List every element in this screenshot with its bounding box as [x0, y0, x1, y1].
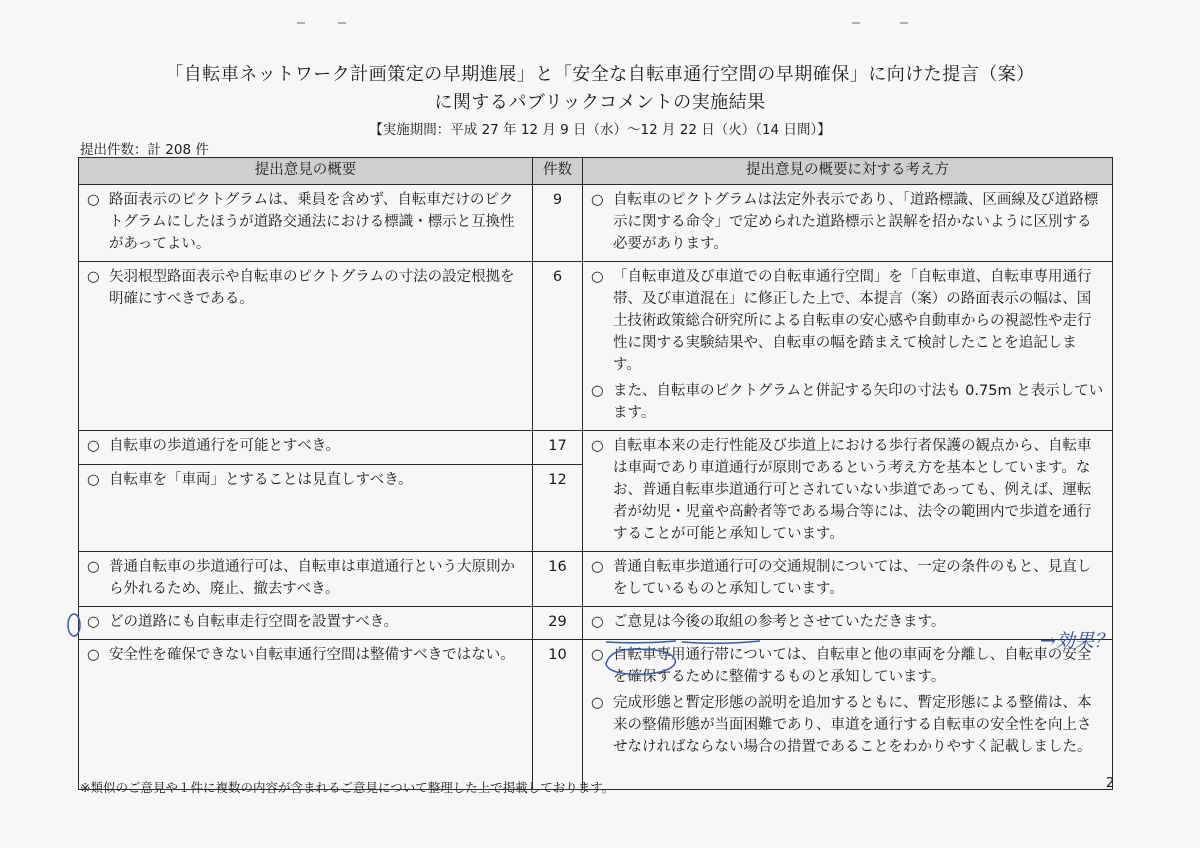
summary-cell	[79, 464, 533, 551]
table-row	[79, 431, 1113, 465]
response-text: 完成形態と暫定形態の説明を追加するともに、暫定形態による整備は、本来の整備形態が当面困難であり、車道を通行する自転車の安全性を向上させなければならない場合の措置であることをわかりやすく記載しました。	[613, 695, 1092, 755]
summary-cell	[79, 262, 533, 431]
bullet-circle-icon: ○	[591, 269, 604, 285]
count-cell: 12	[533, 464, 583, 551]
table-row	[79, 607, 1113, 640]
summary-text: 矢羽根型路面表示や自転車のピクトグラムの寸法の設定根拠を明確にすべきである。	[109, 269, 515, 307]
scan-mark	[900, 22, 908, 24]
summary-cell	[79, 431, 533, 465]
count-cell: 29	[533, 607, 583, 640]
summary-text: 自転車の歩道通行を可能とすべき。	[109, 438, 341, 454]
bullet-circle-icon: ○	[87, 192, 100, 208]
response-text: また、自転車のピクトグラムと併記する矢印の寸法も 0.75m と表示しています。	[613, 383, 1104, 421]
scan-mark	[297, 22, 305, 24]
response-text: 「自転車道及び車道での自転車通行空間」を「自転車道、自転車専用通行帯、及び車道混在」に修正した上で、本提言（案）の路面表示の幅は、国土技術政策総合研究所による自転車の安心感や自動車からの視認性や走行性に関する実験結果や、自転車の幅を踏まえて検討したことを追記します。	[613, 269, 1092, 373]
bullet-circle-icon: ○	[591, 614, 604, 630]
header-summary: 提出意見の概要	[79, 158, 533, 185]
count-cell: 9	[533, 185, 583, 262]
bullet-circle-icon: ○	[87, 614, 100, 630]
document-title-line-2: に関するパブリックコメントの実施結果	[434, 92, 766, 113]
implementation-period: 【実施期間：平成 27 年 12 月 9 日（水）～12 月 22 日（火）（14 日間）】	[369, 122, 831, 138]
summary-text: 自転車を「車両」とすることは見直しすべき。	[109, 471, 413, 488]
table-header-row	[79, 158, 1113, 185]
bullet-circle-icon: ○	[591, 647, 604, 663]
table-row	[79, 185, 1113, 262]
summary-cell	[79, 185, 533, 262]
document-title-line-1: 「自転車ネットワーク計画策定の早期進展」と「安全な自転車通行空間の早期確保」に向けた提言（案）	[165, 64, 1035, 85]
bullet-circle-icon: ○	[87, 559, 100, 575]
table-row	[79, 552, 1113, 607]
summary-cell	[79, 640, 533, 790]
count-cell: 6	[533, 262, 583, 431]
scan-mark	[852, 22, 860, 24]
response-text: 普通自転車歩道通行可の交通規制については、一定の条件のもと、見直しをしているものと承知しています。	[613, 559, 1092, 597]
response-text: 自転車専用通行帯については、自転車と他の車両を分離し、自転車の安全を確保するために整備するものと承知しています。	[613, 647, 1092, 685]
response-cell	[583, 607, 1113, 640]
response-cell	[583, 431, 1113, 552]
summary-text: どの道路にも自転車走行空間を設置すべき。	[109, 614, 399, 630]
summary-text: 路面表示のピクトグラムは、乗員を含めず、自転車だけのピクトグラムにしたほうが道路交通法における標識・標示と互換性があってよい。	[109, 192, 515, 252]
footnote: ※類似のご意見や１件に複数の内容が含まれるご意見について整理した上で掲載しております。	[80, 780, 615, 795]
bullet-circle-icon: ○	[87, 471, 100, 488]
response-text: 自転車のピクトグラムは法定外表示であり、「道路標識、区画線及び道路標示に関する命令」で定められた道路標示と誤解を招かないように区別する必要があります。	[613, 192, 1099, 252]
bullet-circle-icon: ○	[591, 438, 604, 454]
summary-cell	[79, 607, 533, 640]
response-cell	[583, 640, 1113, 790]
response-cell	[583, 552, 1113, 607]
header-response: 提出意見の概要に対する考え方	[583, 158, 1113, 185]
table-row	[79, 640, 1113, 790]
count-cell: 10	[533, 640, 583, 790]
count-cell: 17	[533, 431, 583, 465]
bullet-circle-icon: ○	[87, 269, 100, 285]
bullet-circle-icon: ○	[591, 383, 604, 399]
bullet-circle-icon: ○	[87, 438, 100, 454]
page-number: 2	[1106, 776, 1115, 791]
response-cell	[583, 262, 1113, 431]
summary-text: 安全性を確保できない自転車通行空間は整備すべきではない。	[109, 647, 515, 663]
scan-mark	[338, 22, 346, 24]
summary-text: 普通自転車の歩道通行可は、自転車は車道通行という大原則から外れるため、廃止、撤去すべき。	[109, 559, 515, 597]
response-text: ご意見は今後の取組の参考とさせていただきます。	[613, 614, 946, 630]
submission-count: 提出件数：計 208 件	[80, 142, 209, 158]
response-cell	[583, 185, 1113, 262]
bullet-circle-icon: ○	[591, 192, 604, 208]
summary-cell	[79, 552, 533, 607]
bullet-circle-icon: ○	[87, 647, 100, 663]
comments-table	[78, 157, 1113, 790]
response-text: 自転車本来の走行性能及び歩道上における歩行者保護の観点から、自転車は車両であり車道通行が原則であるという考え方を基本としています。なお、普通自転車歩道通行可とされていない歩道であっても、例えば、運転者が幼児・児童や高齢者等である場合等には、法令の範囲内で歩道を通行することが可能と承知しています。	[613, 438, 1092, 542]
bullet-circle-icon: ○	[591, 559, 604, 575]
handwritten-note: →効果？	[1040, 630, 1113, 652]
bullet-circle-icon: ○	[591, 695, 604, 711]
count-cell: 16	[533, 552, 583, 607]
table-row	[79, 262, 1113, 431]
header-count: 件数	[533, 158, 583, 185]
